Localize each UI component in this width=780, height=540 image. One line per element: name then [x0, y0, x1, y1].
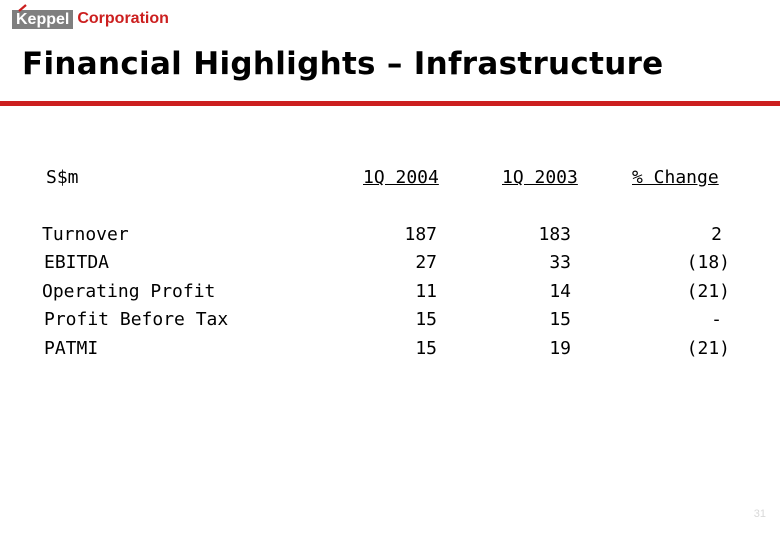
- column-header-change: % Change: [632, 167, 719, 188]
- table-cell: 11: [415, 281, 437, 302]
- logo-mark-icon: [18, 4, 27, 12]
- column-header-1q-2003: 1Q 2003: [502, 167, 578, 188]
- page-number: 31: [753, 508, 766, 520]
- logo-badge-text: Keppel: [16, 10, 70, 28]
- company-logo: [12, 8, 169, 30]
- table-cell: 15: [415, 338, 437, 359]
- logo-name: Corporation: [77, 10, 169, 27]
- table-cell: (21): [686, 338, 730, 359]
- table-cell: 15: [415, 309, 437, 330]
- title-divider: [0, 101, 780, 106]
- table-cell: (21): [686, 281, 730, 302]
- table-cell: 183: [538, 224, 571, 245]
- table-cell: 27: [415, 252, 437, 273]
- logo-badge: [12, 10, 73, 29]
- row-label-turnover: Turnover: [42, 224, 129, 245]
- column-header-1q-2004: 1Q 2004: [363, 167, 439, 188]
- row-label-operating-profit: Operating Profit: [42, 281, 216, 302]
- row-label-ebitda: EBITDA: [44, 252, 110, 273]
- table-cell: (18): [686, 252, 730, 273]
- table-cell: 14: [549, 281, 571, 302]
- table-cell: 15: [549, 309, 571, 330]
- table-cell: 187: [404, 224, 437, 245]
- row-label-patmi: PATMI: [44, 338, 99, 359]
- unit-label: S$m: [46, 167, 79, 188]
- table-cell: 19: [549, 338, 571, 359]
- table-cell: 2: [711, 224, 722, 245]
- table-cell: 33: [549, 252, 571, 273]
- table-cell: -: [711, 309, 722, 330]
- page-title: Financial Highlights – Infrastructure: [22, 46, 664, 82]
- row-label-profit-before-tax: Profit Before Tax: [44, 309, 229, 330]
